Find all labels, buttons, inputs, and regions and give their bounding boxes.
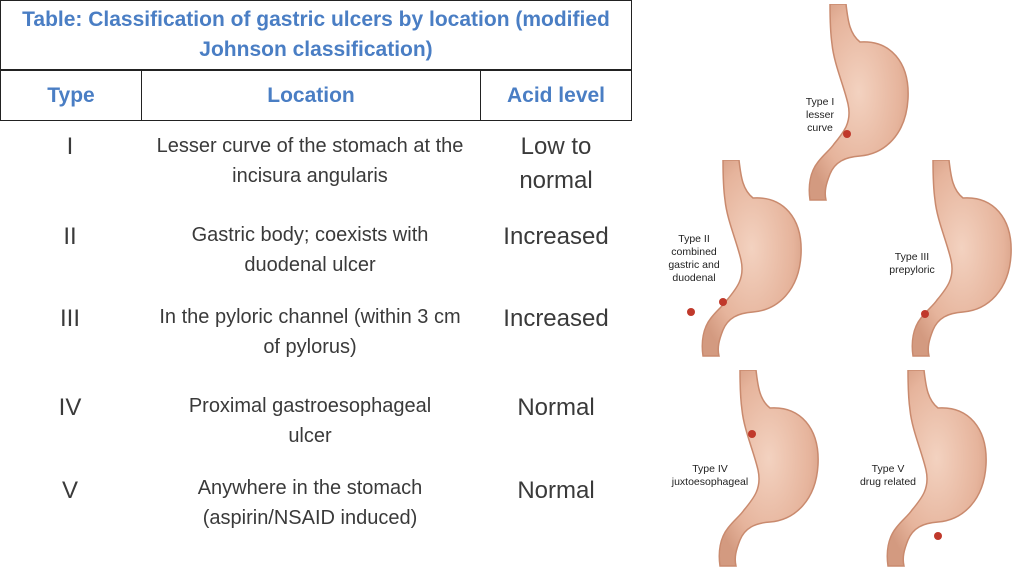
- header-location-label: Location: [267, 83, 355, 107]
- row-5-type: V: [61, 477, 78, 504]
- label-type-4: Type IV juxtoesophageal: [671, 463, 749, 488]
- row-2-location: Gastric body; coexists with duodenal ulcer: [191, 224, 429, 276]
- row-3-type: III: [59, 305, 80, 332]
- ulcer-type-3: [921, 310, 929, 318]
- table-title: [0, 0, 632, 70]
- label-type-2: Type II combined gastric and duodenal: [668, 233, 720, 284]
- header-location: [141, 70, 481, 121]
- row-1-type: I: [66, 133, 74, 160]
- ulcer-type-2-duodenal: [687, 308, 695, 316]
- row-1-location: Lesser curve of the stomach at the incisura angularis: [156, 135, 464, 187]
- row-3-acid: Increased: [503, 305, 609, 332]
- row-2-acid: Increased: [503, 223, 609, 250]
- label-type-5: Type V drug related: [859, 463, 917, 488]
- row-4-location: Proximal gastroesophageal ulcer: [188, 395, 432, 447]
- table-title-text: Table: Classification of gastric ulcers by location (modified Johnson classification): [22, 8, 610, 61]
- ulcer-type-5: [934, 532, 942, 540]
- row-5-location: Anywhere in the stomach (aspirin/NSAID induced): [197, 477, 423, 529]
- label-type-3: Type III prepyloric: [889, 251, 935, 276]
- header-type-label: Type: [47, 83, 95, 107]
- header-type: [0, 70, 142, 121]
- row-5-acid: Normal: [517, 477, 595, 504]
- header-acid-level: [480, 70, 632, 121]
- label-type-1: Type I lesser curve: [805, 96, 835, 134]
- header-acid-label: Acid level: [506, 83, 606, 107]
- ulcer-type-2-gastric: [719, 298, 727, 306]
- row-4-type: IV: [58, 394, 82, 421]
- row-3-location: In the pyloric channel (within 3 cm of pylorus): [159, 306, 461, 358]
- row-1-acid: Low to normal: [519, 133, 593, 194]
- ulcer-type-4: [748, 430, 756, 438]
- row-2-type: II: [63, 223, 77, 250]
- row-4-acid: Normal: [517, 394, 595, 421]
